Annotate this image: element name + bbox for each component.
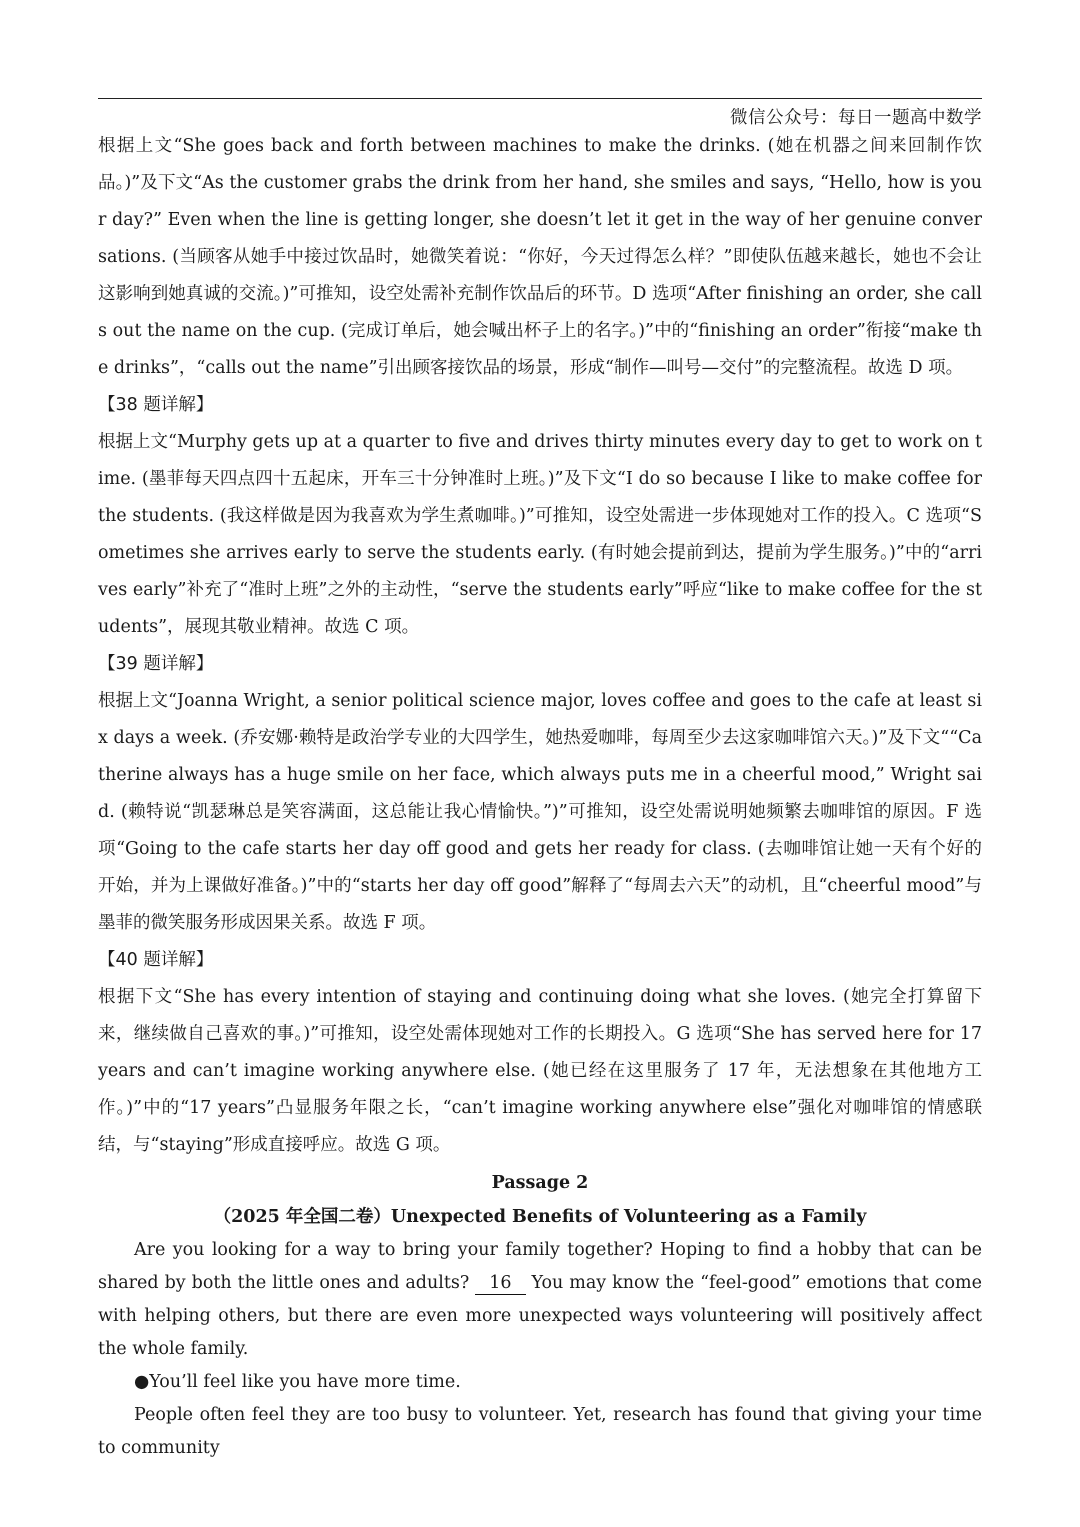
heading-40: 【40 题详解】 [98, 950, 214, 970]
passage-heading: Passage 2 [491, 1173, 589, 1193]
explanation-37: 根据上文“She goes back and forth between machines to make the drinks. (她在机器之间来回制作饮品。)”及下文“As the customer grabs the drink from her hand, she smiles and says, “Hello, how is your day?” Even when the line is getting longer, she doesn’t let it get in the way of her genuine conversations. (当顾客从她手中接过饮品时，她微笑着说：“你好，今天过得怎么样？”即使队伍越来越长，她也不会让这影响到她真诚的交流。)”可推知，设空处需补充制作饮品后的环节。D 选项“After finishing an order, she calls out the name on the cup. (完成订单后，她会喊出杯子上的名字。)”中的“finishing an order”衔接“make the drinks”，“calls out the name”引出顾客接饮品的场景，形成“制作—叫号—交付”的完整流程。故选 D 项。 [98, 136, 982, 378]
blank-16: 16 [475, 1272, 525, 1295]
passage-title: （2025 年全国二卷）Unexpected Benefits of Volunteering as a Family [213, 1207, 867, 1227]
watermark: 微信公众号：每日一题高中数学 [730, 108, 982, 128]
heading-38: 【38 题详解】 [98, 395, 214, 415]
para1-end: You may know the “feel-good” emotions that come with helping others, but there are even more unexpected ways volunteering will positively affect the whole family. [98, 1273, 982, 1359]
explanation-40: 根据下文“She has every intention of staying and continuing doing what she loves. (她完全打算留下来，继续做自己喜欢的事。)”可推知，设空处需体现她对工作的长期投入。G 选项“She has served here for 17 years and can’t imagine working anywhere else. (她已经在这里服务了 17 年，无法想象在其他地方工作。)”中的“17 years”凸显服务年限之长，“can’t imagine working anywhere else”强化对咖啡馆的情感联结，与“staying”形成直接呼应。故选 G 项。 [98, 987, 982, 1155]
explanation-38: 根据上文“Murphy gets up at a quarter to five and drives thirty minutes every day to get to work on time. (墨菲每天四点四十五起床，开车三十分钟准时上班。)”及下文“I do so because I like to make coffee for the students. (我这样做是因为我喜欢为学生煮咖啡。)”可推知，设空处需进一步体现她对工作的投入。C 选项“Sometimes she arrives early to serve the students early. (有时她会提前到达，提前为学生服务。)”中的“arrives early”补充了“准时上班”之外的主动性，“serve the students early”呼应“like to make coffee for the students”，展现其敬业精神。故选 C 项。 [98, 432, 983, 637]
header-rule [98, 98, 982, 99]
document-body [98, 128, 982, 1465]
bullet-heading: ●You’ll feel like you have more time. [134, 1372, 461, 1392]
heading-39: 【39 题详解】 [98, 654, 214, 674]
explanation-39: 根据上文“Joanna Wright, a senior political science major, loves coffee and goes to the cafe at least six days a week. (乔安娜·赖特是政治学专业的大四学生，她热爱咖啡，每周至少去这家咖啡馆六天。)”及下文““Catherine always has a huge smile on her face, which always puts me in a cheerful mood,” Wright said. (赖特说“凯瑟琳总是笑容满面，这总能让我心情愉快。”)”可推知，设空处需说明她频繁去咖啡馆的原因。F 选项“Going to the cafe starts her day off good and gets her ready for class. (去咖啡馆让她一天有个好的开始，并为上课做好准备。)”中的“starts her day off good”解释了“每周去六天”的动机，且“cheerful mood”与墨菲的微笑服务形成因果关系。故选 F 项。 [98, 691, 982, 933]
para1-start: Are you looking for a way to bring your family together? Hoping to find a hobby that can be shared by both the little ones and adults? [98, 1240, 982, 1293]
passage-paragraph-1 [98, 1234, 982, 1366]
passage-paragraph-2: People often feel they are too busy to volunteer. Yet, research has found that giving your time to community [98, 1405, 982, 1458]
